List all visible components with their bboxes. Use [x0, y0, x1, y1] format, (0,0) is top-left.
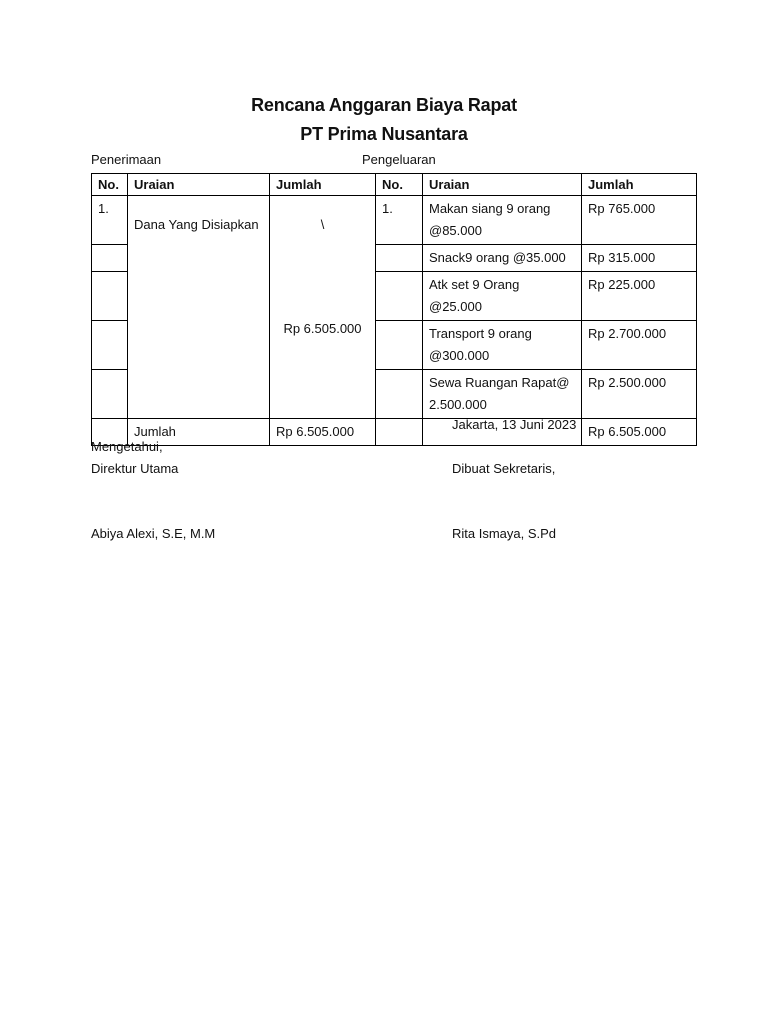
header-expense-no: No.	[376, 174, 423, 196]
header-expense-description: Uraian	[423, 174, 582, 196]
total-label: Jumlah	[128, 419, 270, 446]
expense-amount: Rp 225.000	[582, 272, 697, 321]
expense-amount: Rp 2.700.000	[582, 321, 697, 370]
income-amount: Rp 6.505.000	[283, 321, 362, 336]
expense-description: Transport 9 orang @300.000	[423, 321, 582, 370]
income-no-empty	[92, 321, 128, 370]
income-section-label: Penerimaan	[91, 152, 162, 167]
expense-total: Rp 6.505.000	[582, 419, 697, 446]
income-no-empty	[92, 245, 128, 272]
budget-table	[91, 173, 697, 446]
income-description: Dana Yang Disiapkan	[128, 196, 270, 419]
expense-description: Atk set 9 Orang @25.000	[423, 272, 582, 321]
director-role: Direktur Utama	[91, 461, 179, 476]
expense-no: 1.	[376, 196, 423, 245]
document-title: Rencana Anggaran Biaya Rapat	[251, 95, 517, 115]
acknowledged-label: Mengetahui,	[91, 439, 163, 454]
expense-description: Snack9 orang @35.000	[423, 245, 582, 272]
expense-no	[376, 321, 423, 370]
expense-amount: Rp 765.000	[582, 196, 697, 245]
expense-no	[376, 272, 423, 321]
income-no-empty	[92, 272, 128, 321]
income-total: Rp 6.505.000	[270, 419, 376, 446]
secretary-name: Rita Ismaya, S.Pd	[452, 526, 557, 541]
header-expense-amount: Jumlah	[582, 174, 697, 196]
expense-section-label: Pengeluaran	[362, 152, 436, 167]
expense-no	[376, 370, 423, 419]
income-mark: \	[320, 217, 325, 232]
expense-description: Makan siang 9 orang @85.000	[423, 196, 582, 245]
place-date: Jakarta, 13 Juni 2023	[452, 417, 577, 432]
table-row	[92, 196, 697, 245]
total-expense-no-empty	[376, 419, 423, 446]
company-name: PT Prima Nusantara	[300, 124, 468, 144]
director-name: Abiya Alexi, S.E, M.M	[91, 526, 216, 541]
income-no: 1.	[92, 196, 128, 245]
table-header-row	[92, 174, 697, 196]
secretary-role: Dibuat Sekretaris,	[452, 461, 556, 476]
table-total-row	[92, 419, 697, 446]
header-income-amount: Jumlah	[270, 174, 376, 196]
income-amount-cell	[270, 196, 376, 419]
expense-no	[376, 245, 423, 272]
expense-description: Sewa Ruangan Rapat@ 2.500.000	[423, 370, 582, 419]
income-no-empty	[92, 370, 128, 419]
header-income-no: No.	[92, 174, 128, 196]
expense-amount: Rp 315.000	[582, 245, 697, 272]
expense-amount: Rp 2.500.000	[582, 370, 697, 419]
header-income-description: Uraian	[128, 174, 270, 196]
